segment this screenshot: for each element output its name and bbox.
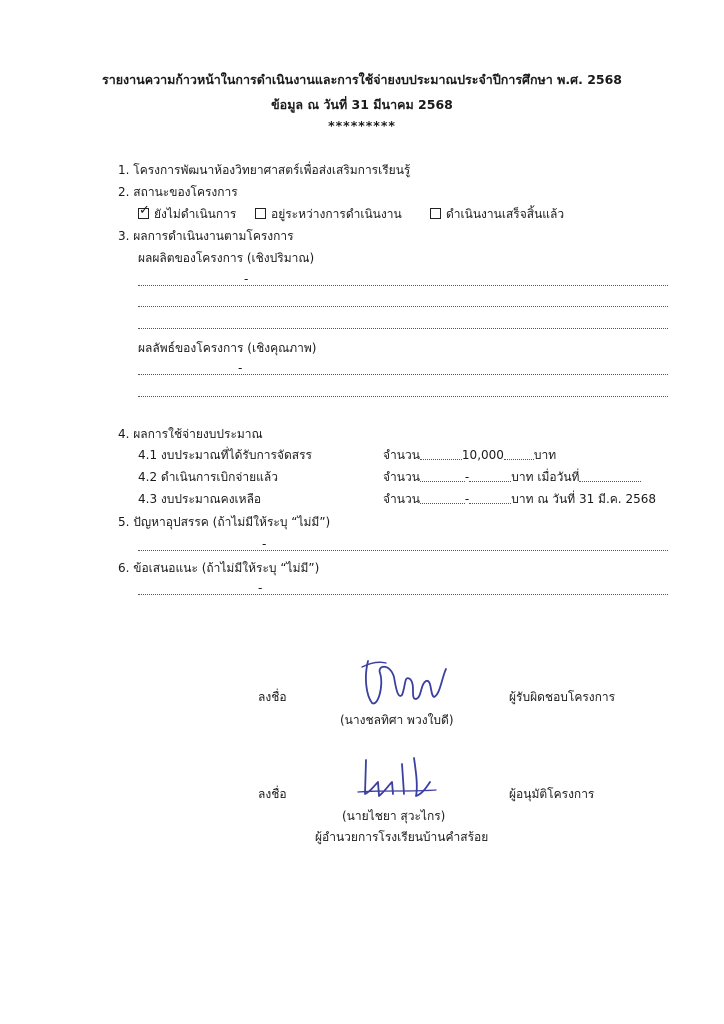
- sign-label: ลงชื่อ: [258, 787, 287, 801]
- project-name: 1. โครงการพัฒนาห้องวิทยาศาสตร์เพื่อส่งเสริมการเรียนรู้: [118, 163, 411, 177]
- status-option-completed[interactable]: [430, 206, 564, 222]
- checkbox-checked[interactable]: [138, 203, 150, 219]
- project-status-heading: 2. สถานะของโครงการ: [118, 185, 238, 199]
- outcome-line-2: [138, 396, 668, 397]
- signer-name: (นางชลทิศา พวงใบดี): [340, 713, 454, 727]
- checkbox-unchecked[interactable]: [430, 208, 441, 219]
- signature-project-owner: [350, 655, 460, 710]
- budget-disbursed-label: 4.2 ดำเนินการเบิกจ่ายแล้ว: [138, 470, 278, 484]
- signer-role: ผู้รับผิดชอบโครงการ: [509, 690, 616, 704]
- suggestions-heading: 6. ข้อเสนอแนะ (ถ้าไม่มีให้ระบุ “ไม่มี”): [118, 561, 320, 575]
- problems-heading: 5. ปัญหาอุปสรรค (ถ้าไม่มีให้ระบุ “ไม่มี”): [118, 515, 331, 529]
- disbursed-amount-value: -: [464, 470, 470, 484]
- outcome-line-1: [138, 374, 668, 375]
- problems-value: -: [262, 537, 267, 551]
- outcome-value: -: [238, 361, 243, 375]
- status-option-label: ยังไม่ดำเนินการ: [154, 207, 237, 221]
- status-option-in-progress[interactable]: [255, 206, 402, 222]
- output-quantitative-label: ผลผลิตของโครงการ (เชิงปริมาณ): [138, 251, 315, 265]
- output-line-2: [138, 306, 668, 307]
- problems-line: [138, 550, 668, 551]
- status-option-label: ดำเนินงานเสร็จสิ้นแล้ว: [446, 207, 565, 221]
- budget-remaining-label: 4.3 งบประมาณคงเหลือ: [138, 492, 262, 506]
- budget-disbursed-amount: จำนวน - บาท เมื่อวันที่: [383, 469, 641, 485]
- signer-name: (นายไชยา สุวะไกร): [342, 809, 446, 823]
- budget-allocated-label: 4.1 งบประมาณที่ได้รับการจัดสรร: [138, 448, 312, 462]
- output-line-1: [138, 285, 668, 286]
- document-subtitle: ข้อมูล ณ วันที่ 31 มีนาคม 2568: [271, 97, 453, 112]
- budget-remaining-amount: จำนวน - บาท ณ วันที่ 31 มี.ค. 2568: [383, 492, 656, 506]
- signature-approver: [352, 752, 442, 802]
- status-option-not-started[interactable]: [138, 203, 237, 222]
- allocated-amount-value: 10,000: [461, 448, 504, 462]
- suggestions-line: [138, 594, 668, 595]
- sign-label: ลงชื่อ: [258, 690, 287, 704]
- checkbox-unchecked[interactable]: [255, 208, 266, 219]
- title-separator-stars: *********: [328, 118, 396, 133]
- status-option-label: อยู่ระหว่างการดำเนินงาน: [271, 207, 402, 221]
- check-mark-icon: ✓: [139, 203, 150, 218]
- document-title: รายงานความก้าวหน้าในการดำเนินงานและการใช้จ่ายงบประมาณประจำปีการศึกษา พ.ศ. 2568: [101, 72, 622, 87]
- outcome-qualitative-label: ผลลัพธ์ของโครงการ (เชิงคุณภาพ): [138, 341, 317, 355]
- suggestions-value: -: [258, 581, 263, 595]
- signer-role: ผู้อนุมัติโครงการ: [509, 787, 595, 801]
- output-line-3: [138, 328, 668, 329]
- results-heading: 3. ผลการดำเนินงานตามโครงการ: [118, 229, 294, 243]
- signer-position: ผู้อำนวยการโรงเรียนบ้านคำสร้อย: [315, 830, 489, 844]
- output-value: -: [244, 272, 249, 286]
- budget-heading: 4. ผลการใช้จ่ายงบประมาณ: [118, 427, 263, 441]
- remaining-amount-value: -: [464, 492, 470, 506]
- budget-allocated-amount: จำนวน 10,000 บาท: [383, 448, 557, 462]
